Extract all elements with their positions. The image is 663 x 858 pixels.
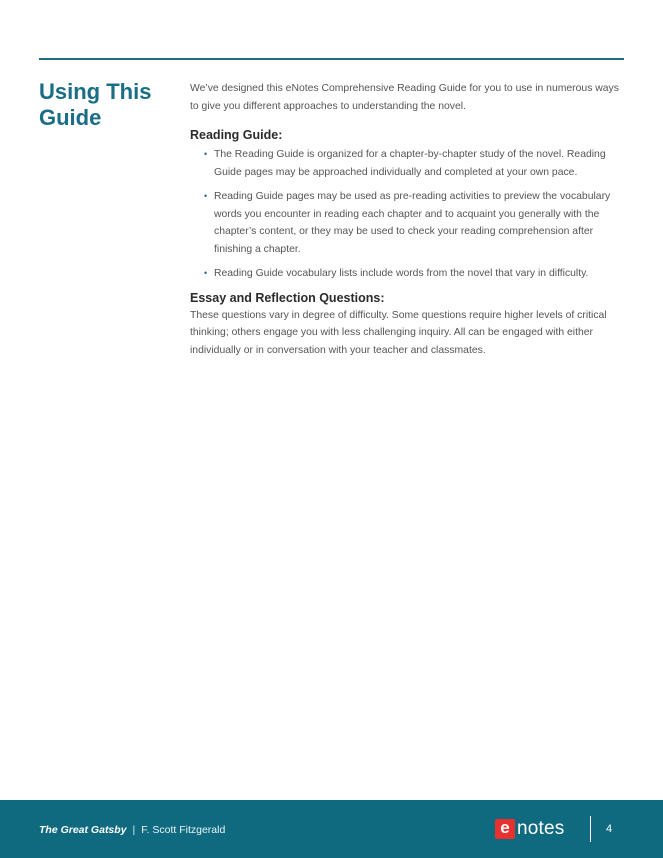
section-title: Using This Guide: [39, 79, 152, 130]
footer-bar: [0, 800, 663, 858]
bullet-icon: •: [204, 149, 208, 159]
top-rule: [39, 58, 624, 60]
essay-paragraph: These questions vary in degree of difficulty. Some questions require higher levels of critical thinking; others engage you with less challenging inquiry. All can be engaged with either individually or in conversation with your teacher and classmates.: [190, 309, 607, 356]
intro-paragraph: We’ve designed this eNotes Comprehensive Reading Guide for you to use in numerous ways to give you different approaches to understanding the novel.: [190, 83, 619, 112]
book-author: F. Scott Fitzgerald: [141, 824, 226, 836]
list-item-text: The Reading Guide is organized for a chapter-by-chapter study of the novel. Reading Guide pages may be approached individually and completed at your own pace.: [214, 149, 606, 178]
footer-divider: [590, 816, 591, 842]
enotes-logo: [495, 818, 564, 840]
list-item-text: Reading Guide pages may be used as pre-reading activities to preview the vocabulary words you encounter in reading each chapter and to acquaint you generally with the chapter’s content, or they may be used to check your reading comprehension after finishing a chapter.: [214, 191, 611, 255]
bullet-icon: •: [204, 191, 208, 201]
list-item: [190, 188, 624, 258]
bullet-icon: •: [204, 268, 208, 278]
essay-heading: Essay and Reflection Questions:: [190, 290, 385, 305]
footer-separator: |: [132, 824, 136, 836]
list-item: [190, 146, 624, 181]
book-title: The Great Gatsby: [39, 824, 127, 836]
page-number: 4: [606, 823, 613, 835]
footer-book-info: [39, 824, 225, 836]
reading-guide-list: [190, 146, 624, 283]
list-item-text: Reading Guide vocabulary lists include words from the novel that vary in difficulty.: [214, 268, 589, 279]
main-content: [190, 80, 624, 359]
list-item: [190, 265, 624, 283]
reading-guide-heading: Reading Guide:: [190, 128, 283, 142]
logo-e-icon: e: [495, 819, 515, 839]
logo-text: notes: [517, 818, 565, 839]
